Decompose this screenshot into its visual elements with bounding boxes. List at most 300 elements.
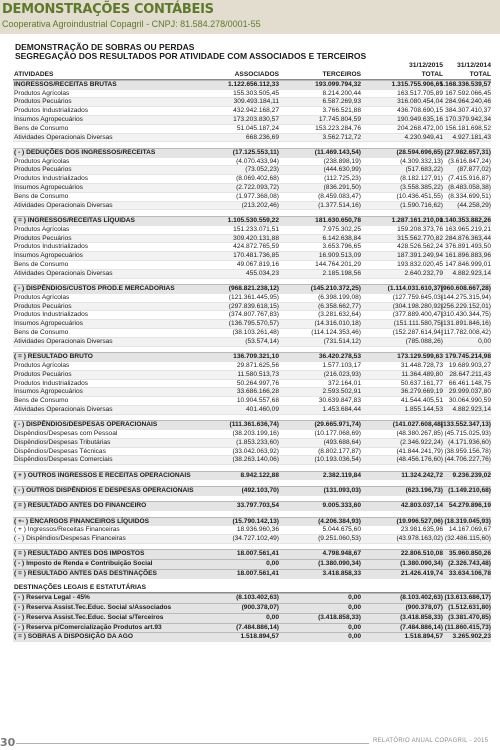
value-associados: 0,00 <box>266 613 279 621</box>
value-total-2014: (7.415.916,87) <box>448 175 491 183</box>
value-total-2014: 284.964.240,46 <box>445 98 491 106</box>
value-terceiros: 30.639.847,83 <box>318 397 361 405</box>
row-label: Insumos Agropecuários <box>14 115 83 123</box>
value-total-2015: 204.268.472,00 <box>397 124 443 132</box>
value-terceiros: 153.223.284,76 <box>315 124 361 132</box>
value-associados: (136.795.570,57) <box>228 320 279 328</box>
row-label: Produtos Pecuários <box>14 302 72 310</box>
value-associados: (1.853.233,60) <box>236 438 279 446</box>
value-associados: 170.481.736,85 <box>233 252 279 260</box>
value-associados: (15.790.142,13) <box>232 517 279 525</box>
row-label: ( = ) RESULTADO ANTES DAS DESTINAÇÕES <box>14 570 157 578</box>
table-row-heading <box>13 549 491 559</box>
value-terceiros: 2.593.502,91 <box>322 388 361 396</box>
value-total-2014: 179.745.214,98 <box>445 353 491 361</box>
value-total-2014: 28.647.211,43 <box>449 370 491 378</box>
value-terceiros: (112.725,23) <box>324 175 361 183</box>
value-terceiros: (1.380.090,34) <box>318 560 361 568</box>
row-label: Produtos Pecuários <box>14 166 72 174</box>
value-total-2015: (48.380.267,85) <box>396 429 443 437</box>
table-row <box>13 107 491 116</box>
value-total-2014: (32.486.115,60) <box>444 535 491 543</box>
value-total-2015: 173.129.599,63 <box>397 353 443 361</box>
value-total-2015: (8.103.402,63) <box>400 594 443 602</box>
value-associados: 668.236,69 <box>245 133 279 141</box>
table-row <box>13 362 491 371</box>
value-total-2015: (141.027.608,48) <box>392 421 443 429</box>
results-table <box>13 71 491 642</box>
table-row <box>13 526 491 535</box>
value-terceiros: (3.281.632,64) <box>318 311 361 319</box>
row-label: ( - ) Imposto de Renda e Contribuição Social <box>14 560 153 568</box>
value-terceiros: 0,00 <box>348 603 361 611</box>
row-label: ( - ) DISPÊNDIOS/CUSTOS PROD.E MERCADORIAS <box>14 285 175 293</box>
value-total-2015: (152.287.614,94) <box>392 329 443 337</box>
table-row-heading <box>13 486 491 496</box>
value-total-2015: 190.949.635,16 <box>397 115 443 123</box>
value-total-2015: (151.111.580,75) <box>393 320 443 328</box>
page-header <box>0 0 500 34</box>
value-total-2014: TOTAL <box>469 71 491 78</box>
value-total-2015: (2.346.922,24) <box>400 438 443 446</box>
value-associados: 0,00 <box>266 560 279 568</box>
table-row <box>13 535 491 544</box>
value-total-2015: 36.279.669,19 <box>400 388 443 396</box>
table-row <box>13 388 491 397</box>
value-total-2015: 2.640.232,79 <box>404 269 443 277</box>
value-associados: (53.574,14) <box>245 337 279 345</box>
table-row <box>13 158 491 167</box>
value-total-2014: (8.334.699,51) <box>448 192 491 200</box>
table-row <box>13 235 491 244</box>
year-2014-header: 31/12/2014 <box>456 62 491 69</box>
value-terceiros: 3.562.712,72 <box>322 133 361 141</box>
value-terceiros: (4.206.384,93) <box>318 517 361 525</box>
value-terceiros: (131.093,03) <box>323 486 361 494</box>
row-label: ( = ) RESULTADO ANTES DO FINANCEIRO <box>14 502 147 510</box>
row-label: Produtos Agrícolas <box>14 225 70 233</box>
table-row-heading <box>13 71 491 80</box>
row-label: Atividades Operacionais Diversas <box>14 405 113 413</box>
value-total-2015: TOTAL <box>421 71 443 78</box>
value-associados: 401.460,09 <box>245 405 279 413</box>
row-label: Produtos Pecuários <box>14 234 72 242</box>
value-total-2015: 22.806.510,08 <box>400 550 443 558</box>
table-row <box>13 338 491 347</box>
footer-rule <box>16 743 369 744</box>
table-row <box>13 98 491 107</box>
row-label: Produtos Agrícolas <box>14 89 70 97</box>
table-row <box>13 380 491 389</box>
value-terceiros: 181.630.650,78 <box>315 216 361 224</box>
value-total-2015: 159.208.373,76 <box>397 225 443 233</box>
value-total-2014: (87.877,02) <box>457 166 491 174</box>
value-terceiros: (6.358.662,77) <box>318 302 361 310</box>
value-terceiros: 1.577.103,17 <box>322 361 361 369</box>
value-total-2015: 1.855.144,53 <box>404 405 443 413</box>
value-total-2015: 1.518.894,57 <box>404 633 443 641</box>
value-terceiros: (11.469.143,54) <box>314 148 361 156</box>
table-row <box>13 134 491 143</box>
value-terceiros: 4.798.948,67 <box>322 550 361 558</box>
value-total-2015: (785.088,26) <box>405 337 443 345</box>
table-row-heading <box>13 593 491 603</box>
row-label: Bens de Consumo <box>14 260 69 268</box>
value-total-2015: 315.562.770,82 <box>397 234 443 242</box>
value-total-2014: 3.265.902,23 <box>452 633 491 641</box>
row-label: ( - ) OUTROS DISPÊNDIOS E DESPESAS OPERACIONAIS <box>14 486 194 494</box>
value-total-2014: 66.461.148,75 <box>448 379 491 387</box>
value-total-2015: 11.364.489,80 <box>401 370 443 378</box>
table-row <box>13 311 491 320</box>
value-total-2014: (13.613.686,17) <box>444 594 491 602</box>
value-total-2014: (133.552.347,13) <box>440 421 491 429</box>
value-associados: (297.839.618,15) <box>228 302 279 310</box>
value-total-2014: (4.171.936,60) <box>448 438 491 446</box>
row-label: Produtos Industrializados <box>14 243 89 251</box>
value-total-2014: 163.965.219,21 <box>445 225 491 233</box>
value-associados: 11.580.513,73 <box>237 370 279 378</box>
value-associados: ASSOCIADOS <box>234 71 279 78</box>
value-total-2014: (44.258,29) <box>457 201 491 209</box>
value-total-2015: (900.378,07) <box>405 603 443 611</box>
value-total-2014: (1.149.210,68) <box>448 486 491 494</box>
value-associados: (4.070.433,94) <box>236 157 279 165</box>
row-label: Atividades Operacionais Diversas <box>14 269 113 277</box>
value-associados: (121.361.445,95) <box>228 293 279 301</box>
value-total-2015: 42.803.037,14 <box>400 502 443 510</box>
value-total-2015: 50.637.161,77 <box>400 379 443 387</box>
table-row-heading <box>13 559 491 569</box>
value-total-2014: (1.512.631,80) <box>448 603 491 611</box>
value-total-2014: (131.891.846,16) <box>440 320 491 328</box>
value-total-2014: 1.168.336.539,57 <box>439 80 491 88</box>
value-total-2014: 167.592.066,45 <box>445 89 491 97</box>
value-terceiros: (114.124.353,46) <box>311 329 361 337</box>
value-terceiros: 0,00 <box>348 594 361 602</box>
value-associados: (968.821.238,12) <box>228 285 279 293</box>
value-total-2014: 30.064.990,59 <box>448 397 491 405</box>
table-row <box>13 226 491 235</box>
table-row <box>13 116 491 125</box>
row-label: Atividades Operacionais Diversas <box>14 133 113 141</box>
value-total-2015: 1.287.161.210,00 <box>391 216 443 224</box>
table-row-heading <box>13 420 491 430</box>
value-associados: 49.067.819,16 <box>236 260 279 268</box>
value-associados: (8.103.402,63) <box>236 594 279 602</box>
value-terceiros: (9.251.060,53) <box>318 535 361 543</box>
value-associados: 309.420.131,88 <box>233 234 279 242</box>
value-total-2014: (45.715.025,93) <box>444 429 491 437</box>
table-row <box>13 430 491 439</box>
value-total-2015: (127.759.645,03) <box>392 293 443 301</box>
value-associados: 51.045.187,24 <box>236 124 279 132</box>
row-label: ( + ) Ingressos/Receitas Financeiras <box>14 526 120 534</box>
header-title: DEMONSTRAÇÕES CONTÁBEIS <box>2 2 214 17</box>
value-associados: 8.942.122,88 <box>240 471 279 479</box>
value-terceiros: 3.418.858,33 <box>322 570 361 578</box>
value-associados: 155.303.505,45 <box>233 89 279 97</box>
value-associados: (213.202,46) <box>241 201 279 209</box>
value-terceiros: TERCEIROS <box>322 71 361 78</box>
value-terceiros: 3.766.521,88 <box>322 107 361 115</box>
table-row <box>13 261 491 270</box>
value-total-2014: (38.959.156,78) <box>444 447 491 455</box>
value-associados: 136.709.321,10 <box>233 353 279 361</box>
value-terceiros: 9.005.333,60 <box>322 502 361 510</box>
table-row-heading <box>13 471 491 481</box>
value-total-2014: (144.275.315,94) <box>440 293 491 301</box>
value-total-2015: (304.198.280,92) <box>392 302 443 310</box>
row-label: Bens de Consumo <box>14 329 69 337</box>
value-terceiros: 2.382.119,84 <box>322 471 361 479</box>
value-total-2014: (3.616.847,24) <box>448 157 491 165</box>
value-total-2015: (10.436.451,55) <box>396 192 443 200</box>
row-label: Insumos Agropecuários <box>14 388 83 396</box>
value-total-2015: 1.315.755.906,65 <box>391 80 443 88</box>
table-row <box>13 448 491 457</box>
value-total-2014: (18.319.045,93) <box>444 517 491 525</box>
row-label: ( - ) DEDUÇÕES DOS INGRESSOS/RECEITAS <box>14 148 156 156</box>
row-label: Produtos Agrícolas <box>14 361 70 369</box>
value-total-2015: 31.448.728,73 <box>400 361 443 369</box>
value-total-2014: 161.896.883,96 <box>445 252 491 260</box>
value-associados: (17.125.553,11) <box>232 148 279 156</box>
row-label: Produtos Pecuários <box>14 370 72 378</box>
table-row-heading <box>13 501 491 511</box>
value-total-2014: (11.860.415,73) <box>444 623 491 631</box>
table-row <box>13 439 491 448</box>
value-terceiros: (8.802.177,87) <box>318 447 361 455</box>
table-row-heading <box>13 284 491 294</box>
value-associados: 173.203.830,57 <box>233 115 279 123</box>
table-row <box>13 456 491 465</box>
value-total-2015: (41.844.241,79) <box>396 447 443 455</box>
row-label: Produtos Industrializados <box>14 379 89 387</box>
table-row-heading <box>13 613 491 623</box>
statement-subtitle: SEGREGAÇÃO DOS RESULTADOS POR ATIVIDADE COM ASSOCIADOS E TERCEIROS <box>15 51 367 61</box>
value-terceiros: (731.514,12) <box>323 337 361 345</box>
table-row-heading <box>13 148 491 158</box>
row-label: ( + ) OUTROS INGRESSOS E RECEITAS OPERACIONAIS <box>14 471 191 479</box>
value-total-2015: (517.683,22) <box>405 166 443 174</box>
row-label: ( = ) INGRESSOS/RECEITAS LÍQUIDAS <box>14 216 135 224</box>
value-total-2014: 376.891.493,50 <box>445 243 491 251</box>
row-label: Insumos Agropecuários <box>14 184 83 192</box>
row-label: INGRESSOS/RECEITAS BRUTAS <box>14 80 117 88</box>
row-label: Atividades Operacionais Diversas <box>14 337 113 345</box>
row-label: ( - ) Reserva Assist.Tec.Educ. Social s/Associados <box>14 603 172 611</box>
value-associados: 309.493.184,11 <box>233 98 279 106</box>
table-row-heading <box>13 569 491 579</box>
value-total-2014: (256.229.152,01) <box>440 302 491 310</box>
table-row <box>13 397 491 406</box>
value-associados: 29.871.625,56 <box>236 361 279 369</box>
value-terceiros: (216.023,93) <box>323 370 361 378</box>
table-row <box>13 303 491 312</box>
row-label: Produtos Agrícolas <box>14 293 70 301</box>
value-associados: (38.203.199,16) <box>232 429 279 437</box>
value-associados: 50.264.997,76 <box>236 379 279 387</box>
row-label: ( = ) RESULTADO BRUTO <box>14 353 93 361</box>
value-total-2015: (3.558.385,22) <box>400 184 443 192</box>
value-terceiros: 144.764.201,29 <box>315 260 361 268</box>
value-terceiros: 0,00 <box>348 623 361 631</box>
value-total-2015: 21.426.419,74 <box>400 570 443 578</box>
row-label: Bens de Consumo <box>14 397 69 405</box>
value-total-2015: (4.309.332,13) <box>400 157 443 165</box>
value-total-2015: (43.978.163,02) <box>396 535 443 543</box>
value-terceiros: 0,00 <box>348 633 361 641</box>
table-row <box>13 252 491 261</box>
table-row-heading <box>13 584 491 593</box>
value-total-2015: (48.456.176,60) <box>396 456 443 464</box>
value-terceiros: 6.587.269,93 <box>322 98 361 106</box>
row-label: Produtos Industrializados <box>14 175 89 183</box>
value-terceiros: 36.420.278,53 <box>318 353 361 361</box>
table-row <box>13 90 491 99</box>
value-total-2015: (8.182.127,91) <box>400 175 443 183</box>
value-associados: (38.103.261,48) <box>232 329 279 337</box>
row-label: ( = ) RESULTADO ANTES DOS IMPOSTOS <box>14 550 145 558</box>
value-associados: 1.122.656.112,33 <box>228 80 279 88</box>
value-associados: 18.007.561,41 <box>236 570 279 578</box>
value-terceiros: (444.630,99) <box>323 166 361 174</box>
value-associados: 1.105.530.559,22 <box>227 216 279 224</box>
row-label: DESTINAÇÕES LEGAIS E ESTATUTÁRIAS <box>14 584 147 592</box>
value-associados: 10.904.557,68 <box>236 397 279 405</box>
value-total-2015: 163.517.705,89 <box>397 89 443 97</box>
table-row <box>13 294 491 303</box>
row-label: ( - ) DISPÊNDIOS/DESPESAS OPERACIONAIS <box>14 421 158 429</box>
table-row-heading <box>13 352 491 362</box>
row-label: ( - ) Reserva Assist.Tec.Educ. Social s/Terceiros <box>14 613 164 621</box>
value-terceiros: (1.377.514,16) <box>318 201 361 209</box>
value-total-2014: 0,00 <box>478 337 491 345</box>
row-label: Produtos Industrializados <box>14 311 89 319</box>
value-total-2014: 284.876.363,44 <box>445 234 491 242</box>
value-terceiros: (10.177.068,69) <box>314 429 361 437</box>
value-associados: 33.686.166,28 <box>236 388 279 396</box>
value-associados: (492.103,70) <box>241 486 279 494</box>
row-label: ATIVIDADES <box>14 71 54 78</box>
value-total-2014: 33.634.106,78 <box>448 570 491 578</box>
page-footer <box>0 736 500 750</box>
value-total-2015: (7.484.886,14) <box>400 623 443 631</box>
table-row <box>13 175 491 184</box>
row-label: ( - ) Reserva Legal - 45% <box>14 594 90 602</box>
table-row-heading <box>13 603 491 613</box>
value-total-2015: 436.708.690,15 <box>397 107 443 115</box>
value-total-2014: 4.927.181,43 <box>452 133 491 141</box>
value-associados: (111.361.636,74) <box>229 421 279 429</box>
footer-report-name: RELATÓRIO ANUAL COPAGRIL - 2015 <box>373 738 489 744</box>
table-row <box>13 329 491 338</box>
row-label: Dispêndios/Despesas Técnicas <box>14 447 106 455</box>
value-terceiros: 7.975.302,25 <box>322 225 361 233</box>
value-total-2014: 4.882.923,14 <box>452 405 491 413</box>
value-associados: (7.484.886,14) <box>236 623 279 631</box>
value-total-2015: (19.996.527,06) <box>396 517 443 525</box>
table-row <box>13 193 491 202</box>
value-terceiros: (29.665.971,74) <box>314 421 361 429</box>
row-label: ( +- ) ENCARGOS FINANCEIROS LÍQUIDOS <box>14 517 149 525</box>
row-label: Insumos Agropecuários <box>14 252 83 260</box>
value-total-2014: 156.181.698,52 <box>445 124 491 132</box>
value-total-2015: 316.080.454,04 <box>397 98 443 106</box>
value-associados: (34.727.102,49) <box>232 535 279 543</box>
table-row-heading <box>13 216 491 226</box>
table-row-heading <box>13 623 491 633</box>
value-total-2014: (8.483.058,38) <box>448 184 491 192</box>
value-total-2015: (28.594.696,65) <box>396 148 443 156</box>
value-associados: (900.378,07) <box>241 603 279 611</box>
value-total-2014: (3.381.470,85) <box>448 613 491 621</box>
value-associados: 151.233.071,51 <box>233 225 279 233</box>
value-associados: 18.007.561,41 <box>236 550 279 558</box>
table-row <box>13 184 491 193</box>
value-total-2015: (1.590.716,62) <box>400 201 443 209</box>
value-total-2014: (117.782.008,42) <box>441 329 491 337</box>
value-total-2014: 170.379.942,34 <box>445 115 491 123</box>
value-total-2014: (44.706.227,76) <box>444 456 491 464</box>
value-total-2014: (310.430.344,75) <box>440 311 491 319</box>
value-total-2015: (1.380.090,34) <box>400 560 443 568</box>
value-total-2015: (623.196,73) <box>405 486 443 494</box>
value-total-2014: 35.960.850,26 <box>448 550 491 558</box>
value-total-2014: (27.982.657,31) <box>444 148 491 156</box>
value-total-2015: 428.526.562,24 <box>397 243 443 251</box>
value-terceiros: (836.291,50) <box>323 184 361 192</box>
value-associados: (374.807.767,83) <box>228 311 279 319</box>
value-total-2015: 23.981.635,96 <box>400 526 443 534</box>
value-terceiros: 5.044.675,60 <box>322 526 361 534</box>
value-total-2014: 19.689.903,27 <box>448 361 491 369</box>
value-total-2015: 193.832.020,45 <box>397 260 443 268</box>
value-total-2014: 147.846.999,01 <box>445 260 491 268</box>
table-row-heading <box>13 80 491 90</box>
value-terceiros: 17.745.804,59 <box>318 115 361 123</box>
table-row <box>13 320 491 329</box>
value-associados: (38.263.140,06) <box>232 456 279 464</box>
row-label: Bens de Consumo <box>14 192 69 200</box>
value-associados: (2.722.093,72) <box>236 184 279 192</box>
value-terceiros: (10.193.036,54) <box>314 456 361 464</box>
table-row <box>13 202 491 211</box>
value-associados: 424.872.765,59 <box>233 243 279 251</box>
value-terceiros: 8.214.200,44 <box>322 89 361 97</box>
year-2015-header: 31/12/2015 <box>408 62 443 69</box>
row-label: Produtos Industrializados <box>14 107 89 115</box>
value-terceiros: (14.316.010,18) <box>314 320 361 328</box>
value-terceiros: 2.185.198,56 <box>322 269 361 277</box>
table-row-heading <box>13 517 491 527</box>
value-total-2014: 9.236.239,02 <box>452 471 491 479</box>
value-total-2015: (377.889.400,47) <box>392 311 443 319</box>
value-associados: 455.034,23 <box>245 269 279 277</box>
value-total-2014: 54.279.896,19 <box>448 502 491 510</box>
row-label: Insumos Agropecuários <box>14 320 83 328</box>
table-row <box>13 270 491 279</box>
value-terceiros: 1.453.684,44 <box>322 405 361 413</box>
value-terceiros: (238.898,19) <box>323 157 361 165</box>
value-total-2015: 41.544.405,51 <box>400 397 443 405</box>
table-row <box>13 371 491 380</box>
value-total-2014: 4.882.923,14 <box>452 269 491 277</box>
value-associados: (1.977.368,08) <box>236 192 279 200</box>
value-terceiros: (8.459.083,47) <box>318 192 361 200</box>
row-label: Dispêndios/Despesas Tributárias <box>14 438 111 446</box>
